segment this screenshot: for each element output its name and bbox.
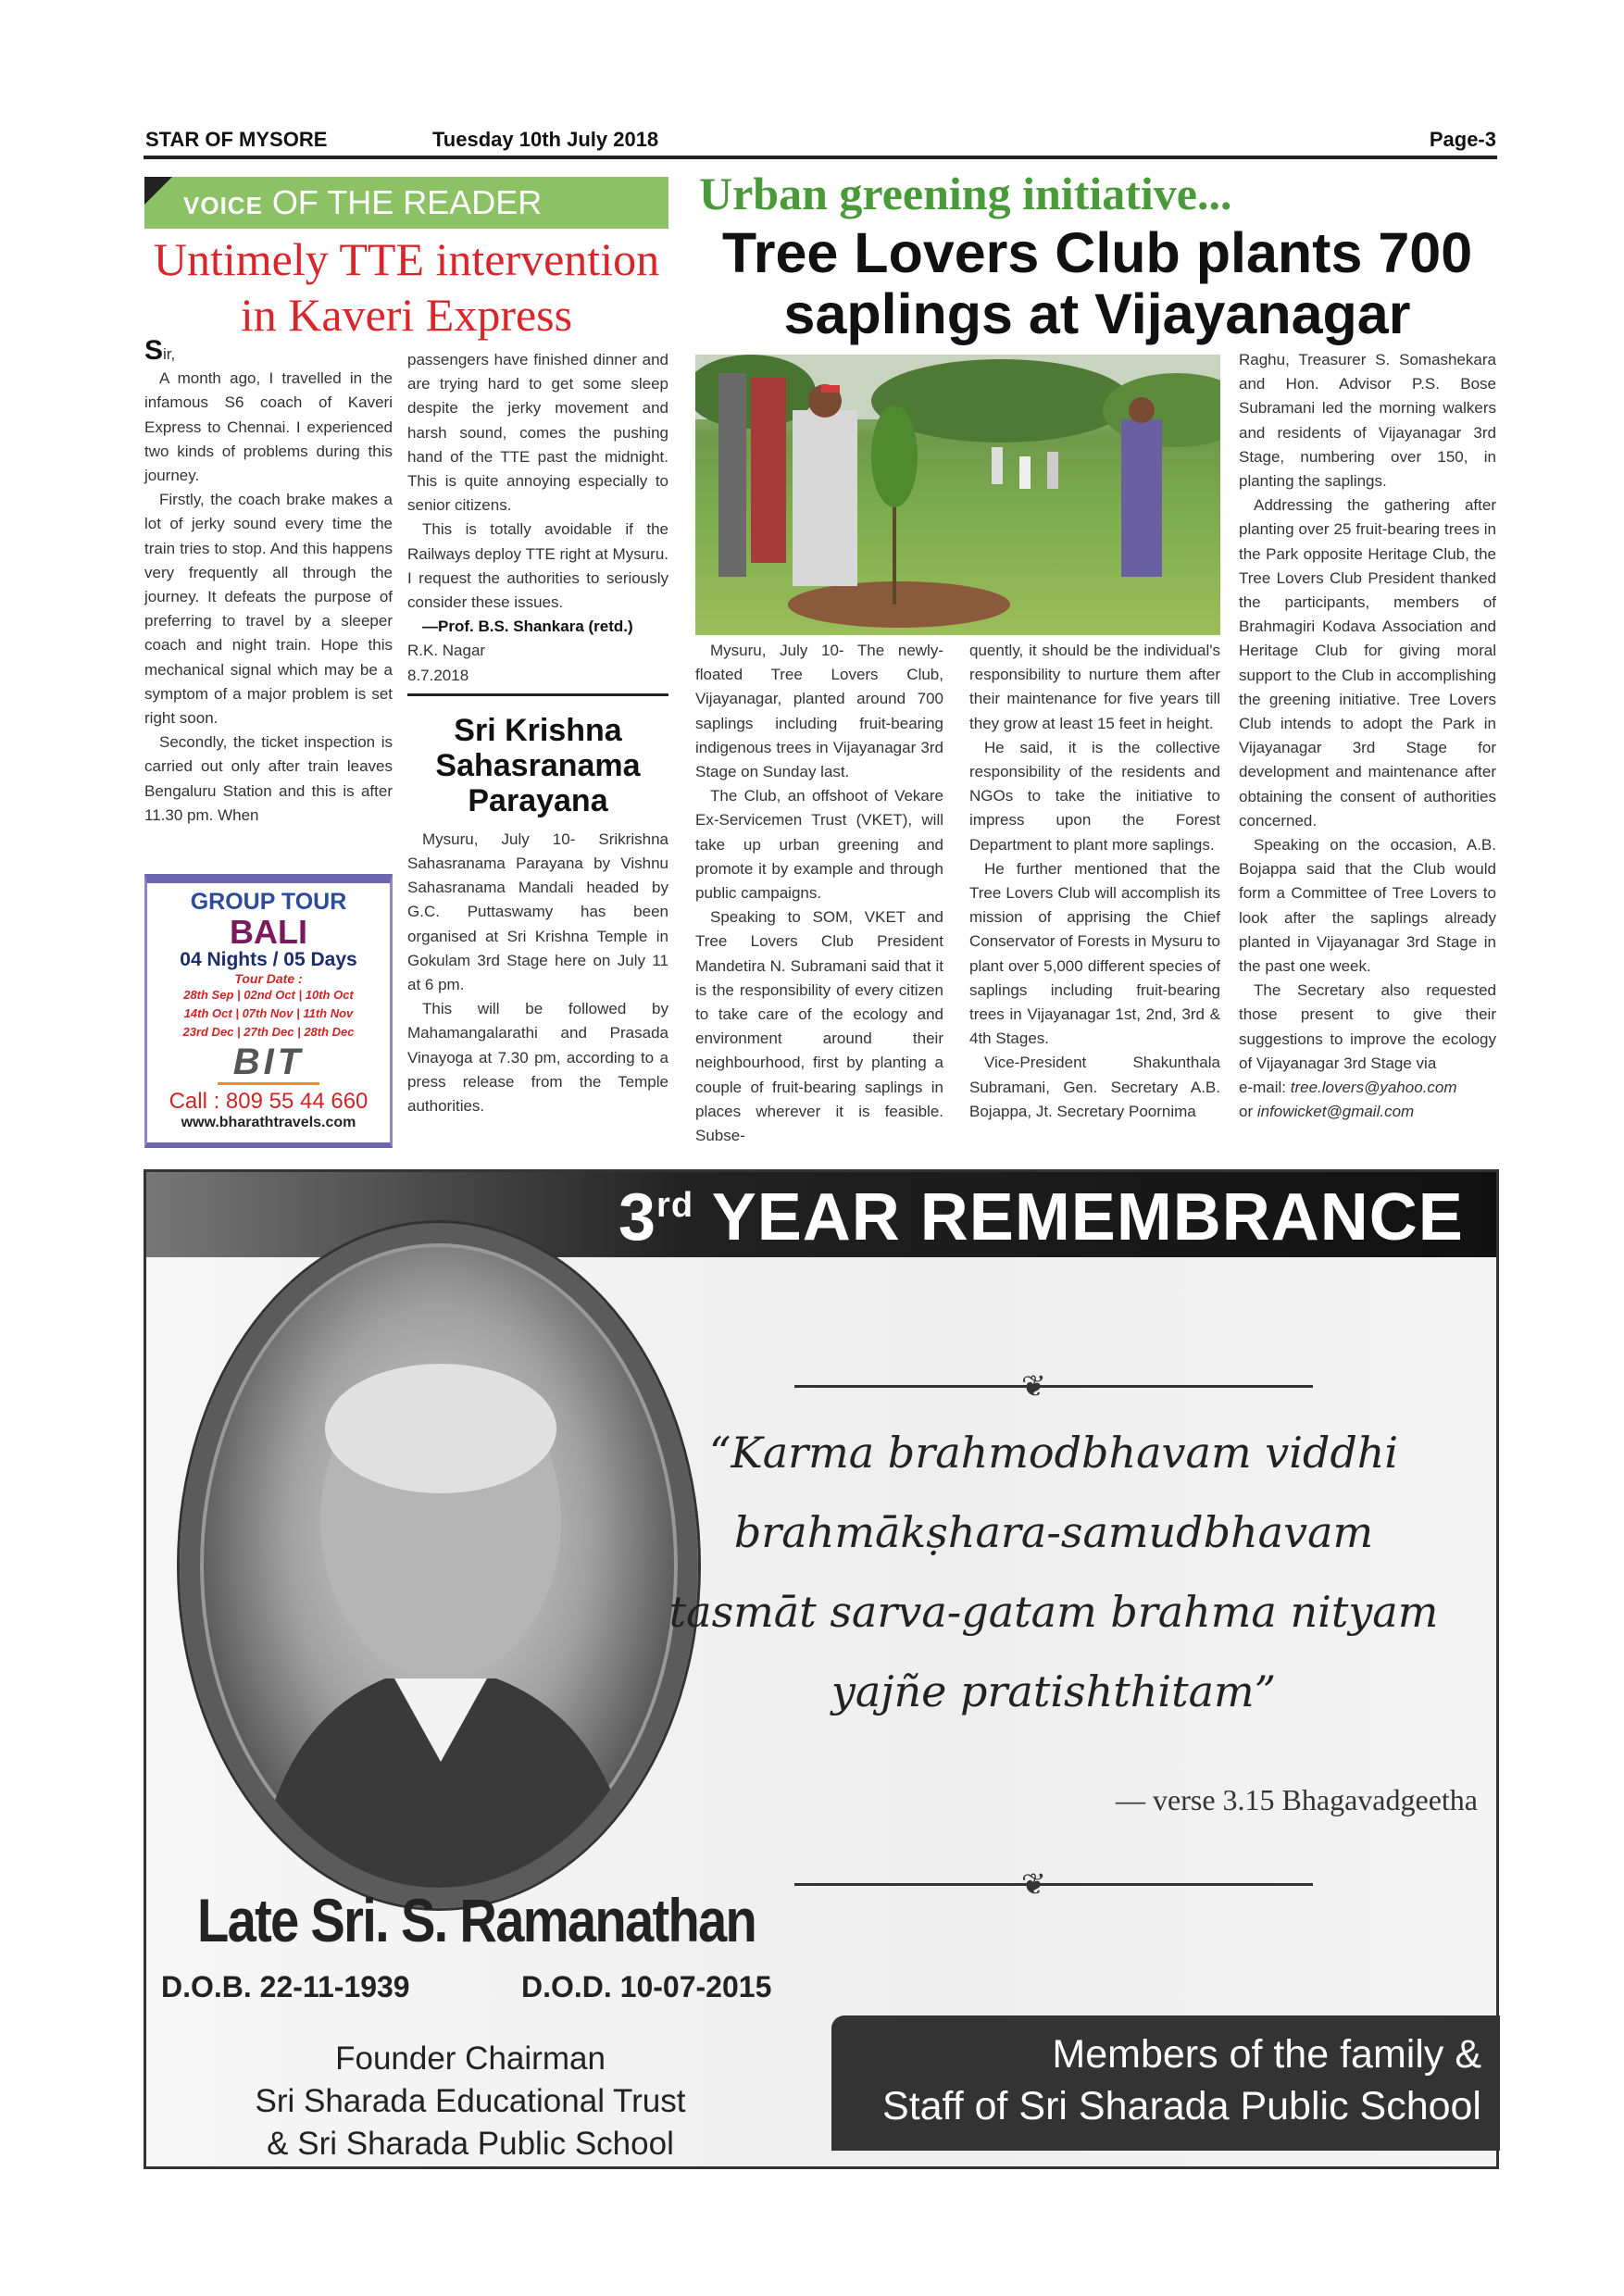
issue-date: Tuesday 10th July 2018 [432, 128, 659, 151]
salutation: ir, [163, 345, 176, 363]
ad-dates: 14th Oct | 07th Nov | 11th Nov [183, 1006, 354, 1020]
letter-column-1 [144, 335, 393, 828]
paragraph: Firstly, the coach brake makes a lot of jerky sound every time the train tries to stop. And this happens very frequently all through the journey. It defeats the purpose of preferring to travel by a sleeper coach and night train. Hope this mechanical signal which may be a symptom of a major problem is set right soon. [144, 491, 393, 728]
paragraph: This is totally avoidable if the Railways deploy TTE right at Mysuru. I request the authorities to seriously consider these issues. [407, 520, 668, 612]
ad-website[interactable]: www.bharathtravels.com [181, 1115, 356, 1130]
founder-line: Sri Sharada Educational Trust [255, 2083, 686, 2119]
drop-initial: S [144, 335, 164, 366]
article-column-2 [969, 639, 1220, 1124]
quote-line: “Karma brahmodbhavam viddhi [708, 1428, 1399, 1478]
article-column-1 [695, 639, 943, 1148]
paragraph: Raghu, Treasurer S. Somashekara and Hon. Advisor P.S. Bose Subramani led the morning walkers and residents of Vijayanagar 3rd Stage, numbering over 150, in planting the saplings. [1239, 351, 1496, 491]
paragraph: The Secretary also requested those present to give their suggestions to improve the ecology of Vijayanagar 3rd Stage via [1239, 981, 1496, 1072]
gita-quote [609, 1413, 1498, 1731]
ad-duration: 04 Nights / 05 Days [180, 949, 357, 970]
ornament-divider-icon [794, 1883, 1313, 1886]
flourish-icon: ❦ [1021, 1369, 1046, 1403]
divider [407, 693, 668, 696]
ad-dates: 28th Sep | 02nd Oct | 10th Oct [183, 988, 354, 1002]
page-number: Page-3 [1429, 128, 1496, 151]
paragraph: passengers have finished dinner and are trying hard to get some sleep despite the jerky movement and harsh sound, comes the pushing hand of the TTE past the midnight. This is quite annoying especially to senior citizens. [407, 351, 668, 515]
paragraph: Speaking on the occasion, A.B. Bojappa said that the Club would form a Committee of Tree Lovers to look after the saplings already planted in Vijayanagar 3rd Stage in the past one week. [1239, 836, 1496, 976]
paragraph: The Club, an offshoot of Vekare Ex-Servicemen Trust (VKET), will take up urban greening and promote it by example and through public campaigns. [695, 787, 943, 903]
paragraph: Mysuru, July 10- Srikrishna Sahasranama Parayana by Vishnu Sahasranama Mandali headed by G.C. Puttaswamy has been organised at Sri Krishna Temple in Gokulam 3rd Stage here on July 11 at 6 pm. [407, 830, 668, 994]
letter-place: R.K. Nagar [407, 642, 486, 660]
email-link[interactable]: tree.lovers@yahoo.com [1290, 1079, 1457, 1097]
photo-illustration [695, 355, 1220, 635]
ordinal: 3 [618, 1180, 657, 1254]
header-rule [144, 156, 1497, 159]
remembrance-title [618, 1179, 1464, 1255]
paragraph: This will be followed by Mahamangalarathi and Prasada Vinayoga at 7.30 pm, according to a press release from the Temple authorities. [407, 1000, 668, 1116]
title-text: YEAR REMEMBRANCE [693, 1180, 1464, 1254]
family-box [831, 2015, 1500, 2151]
paragraph: Addressing the gathering after planting over 25 fruit-bearing trees in the Park opposite Heritage Club, the Tree Lovers Club President thanked the participants, members of Brahmagiri Kodava Association and Heritage Club for giving moral support to the Club in accomplishing the greening initiative. Tree Lovers Club intends to adopt the Park in Vijayanagar 3rd Stage for development and maintenance after obtaining the consent of authorities concerned. [1239, 496, 1496, 830]
quote-line: brahmākṣhara-samudbhavam [733, 1507, 1374, 1557]
paper-name: STAR OF MYSORE [145, 128, 328, 151]
ad-phone: Call : 809 55 44 660 [169, 1089, 369, 1114]
corner-triangle-icon [144, 177, 172, 205]
ad-dates: 23rd Dec | 27th Dec | 28th Dec [182, 1025, 355, 1039]
founder-line: & Sri Sharada Public School [267, 2126, 674, 2162]
flourish-icon: ❦ [1021, 1867, 1046, 1901]
paragraph: Speaking to SOM, VKET and Tree Lovers Club President Mandetira N. Subramani said that it is the responsibility of every citizen to take care of the ecology and environment around their neighbourhood, first by planting a couple of fruit-bearing saplings in places wherever it is feasible. Subse- [695, 908, 943, 1145]
ad-bali: BALI [230, 913, 307, 951]
letter-column-2 [407, 348, 668, 1118]
paragraph: Mysuru, July 10- The newly-floated Tree Lovers Club, Vijayanagar, planted around 700 saplings including fruit-bearing indigenous trees in Vijayanagar 3rd Stage on Sunday last. [695, 642, 943, 781]
paragraph: quently, it should be the individual's responsibility to nurture them after their maintenance for five years till they grow at least 15 feet in height. [969, 642, 1220, 732]
ad-tour-date-label: Tour Date : [234, 971, 303, 986]
voice-of-reader-banner [144, 177, 668, 229]
letter-headline: Untimely TTE intervention in Kaveri Express [153, 233, 660, 341]
email-label: e-mail: [1239, 1079, 1291, 1097]
family-line: Staff of Sri Sharada Public School [882, 2084, 1481, 2128]
date-of-birth: D.O.B. 22-11-1939 [161, 1970, 410, 2003]
remembrance-ad [144, 1169, 1499, 2169]
verse-citation: — verse 3.15 Bhagavadgeetha [1116, 1783, 1478, 1816]
ordinal-suffix: rd [656, 1186, 694, 1225]
paragraph: He said, it is the collective responsibility of the residents and NGOs to take the initiative to impress upon the Forest Department to plant more saplings. [969, 738, 1220, 854]
founder-line: Founder Chairman [335, 2040, 606, 2077]
article-title: Tree Lovers Club plants 700 saplings at Vijayanagar [721, 221, 1473, 345]
article-column-3 [1239, 348, 1496, 1125]
letter-signature: —Prof. B.S. Shankara (retd.) [422, 618, 633, 636]
letter-date: 8.7.2018 [407, 666, 469, 684]
family-line: Members of the family & [1052, 2032, 1481, 2077]
deceased-name: Late Sri. S. Ramanathan [197, 1886, 756, 1954]
portrait-photo [200, 1243, 678, 1888]
article-kicker: Urban greening initiative... [699, 168, 1232, 219]
or-text: or [1239, 1103, 1257, 1121]
bali-tour-ad[interactable] [144, 874, 393, 1148]
paragraph: Vice-President Shakunthala Subramani, Gen. Secretary A.B. Bojappa, Jt. Secretary Poornima [969, 1054, 1220, 1120]
tree-planting-photo [695, 355, 1220, 635]
paragraph: He further mentioned that the Tree Lovers Club will accomplish its mission of apprising the Chief Conservator of Forests in Mysuru to plant over 5,000 different species of saplings including fruit-bearing trees in Vijayanagar 1st, 2nd, 3rd & 4th Stages. [969, 859, 1220, 1048]
paragraph: Secondly, the ticket inspection is carried out only after train leaves Bengaluru Station and this is after 11.30 pm. When [144, 733, 393, 824]
paragraph: A month ago, I travelled in the infamous S6 coach of Kaveri Express to Chennai. I experienced two kinds of problems during this journey. [144, 369, 393, 485]
voice-rest: OF THE READER [262, 183, 543, 221]
quote-line: yajñe pratishthitam” [831, 1666, 1277, 1716]
parayana-headline: Sri Krishna Sahasranama Parayana [435, 712, 641, 818]
founder-info [183, 2038, 757, 2165]
ad-group-tour: GROUP TOUR [190, 889, 347, 915]
email-link[interactable]: infowicket@gmail.com [1256, 1103, 1415, 1121]
date-of-death: D.O.D. 10-07-2015 [521, 1970, 772, 2003]
voice-prefix: VOICE [183, 192, 263, 219]
bit-logo: BIT [218, 1042, 319, 1085]
quote-line: tasmāt sarva-gatam brahma nityam [668, 1587, 1439, 1637]
ornament-divider-icon [794, 1385, 1313, 1388]
